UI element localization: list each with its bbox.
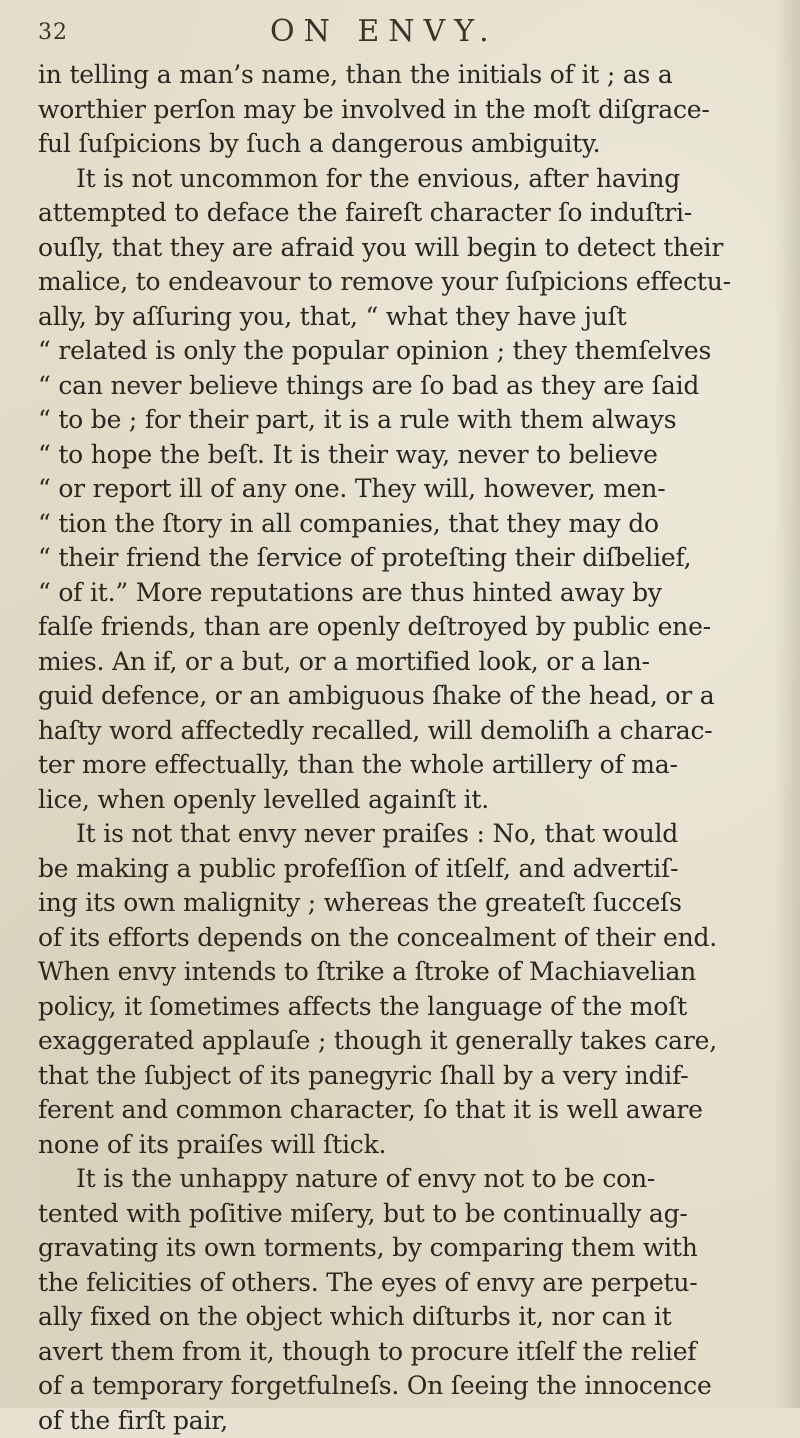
text-line: of its efforts depends on the concealment of their end. (38, 921, 774, 956)
text-line: attempted to deface the faireſt character ſo induſtri- (38, 196, 774, 231)
paragraph-start-line: It is not uncommon for the envious, after having (38, 162, 774, 197)
text-line: “ of it.” More reputations are thus hinted away by (38, 576, 774, 611)
text-line: ter more effectually, than the whole artillery of ma- (38, 748, 774, 783)
running-head (20, 12, 780, 52)
text-line: When envy intends to ſtrike a ſtroke of Machiavelian (38, 955, 774, 990)
text-line: ally fixed on the object which diſturbs it, nor can it (38, 1300, 774, 1335)
text-line: “ or report ill of any one. They will, however, men- (38, 472, 774, 507)
text-line: falſe friends, than are openly deſtroyed by public ene- (38, 610, 774, 645)
running-title: ON ENVY. (270, 14, 498, 49)
text-line: “ related is only the popular opinion ; they themſelves (38, 334, 774, 369)
text-line: “ can never believe things are ſo bad as they are ſaid (38, 369, 774, 404)
text-line: of the firſt pair, (38, 1404, 774, 1438)
paragraph-start-line: It is not that envy never praiſes : No, that would (38, 817, 774, 852)
text-line: haſty word affectedly recalled, will demoliſh a charac- (38, 714, 774, 749)
text-line: be making a public profeſſion of itſelf, and advertiſ- (38, 852, 774, 887)
text-line: lice, when openly levelled againſt it. (38, 783, 774, 818)
text-line: “ to be ; for their part, it is a rule with them always (38, 403, 774, 438)
text-line: guid defence, or an ambiguous ſhake of the head, or a (38, 679, 774, 714)
text-line: mies. An if, or a but, or a mortified look, or a lan- (38, 645, 774, 680)
text-line: worthier perſon may be involved in the moſt diſgrace- (38, 93, 774, 128)
text-line: malice, to endeavour to remove your ſuſpicions effectu- (38, 265, 774, 300)
text-line: in telling a man’s name, than the initials of it ; as a (38, 58, 774, 93)
page-edge-shadow (774, 0, 800, 1408)
page-number: 32 (38, 20, 68, 45)
text-line: gravating its own torments, by comparing them with (38, 1231, 774, 1266)
text-line: policy, it ſometimes affects the language of the moſt (38, 990, 774, 1025)
text-line: exaggerated applauſe ; though it generally takes care, (38, 1024, 774, 1059)
text-line: none of its praiſes will ſtick. (38, 1128, 774, 1163)
text-line: tented with poſitive miſery, but to be continually ag- (38, 1197, 774, 1232)
body-text (38, 58, 774, 1438)
text-line: “ to hope the beſt. It is their way, never to believe (38, 438, 774, 473)
text-line: ferent and common character, ſo that it is well aware (38, 1093, 774, 1128)
text-line: ful ſuſpicions by ſuch a dangerous ambiguity. (38, 127, 774, 162)
text-line: “ tion the ſtory in all companies, that they may do (38, 507, 774, 542)
text-line: “ their friend the ſervice of proteſting their diſbelief, (38, 541, 774, 576)
paragraph-start-line: It is the unhappy nature of envy not to be con- (38, 1162, 774, 1197)
text-line: ally, by aſſuring you, that, “ what they have juſt (38, 300, 774, 335)
text-line: of a temporary forgetfulneſs. On ſeeing the innocence (38, 1369, 774, 1404)
text-line: that the ſubject of its panegyric ſhall by a very indif- (38, 1059, 774, 1094)
text-line: the felicities of others. The eyes of envy are perpetu- (38, 1266, 774, 1301)
text-line: ing its own malignity ; whereas the greateſt ſucceſs (38, 886, 774, 921)
text-line: ouſly, that they are afraid you will begin to detect their (38, 231, 774, 266)
text-line: avert them from it, though to procure itſelf the relief (38, 1335, 774, 1370)
